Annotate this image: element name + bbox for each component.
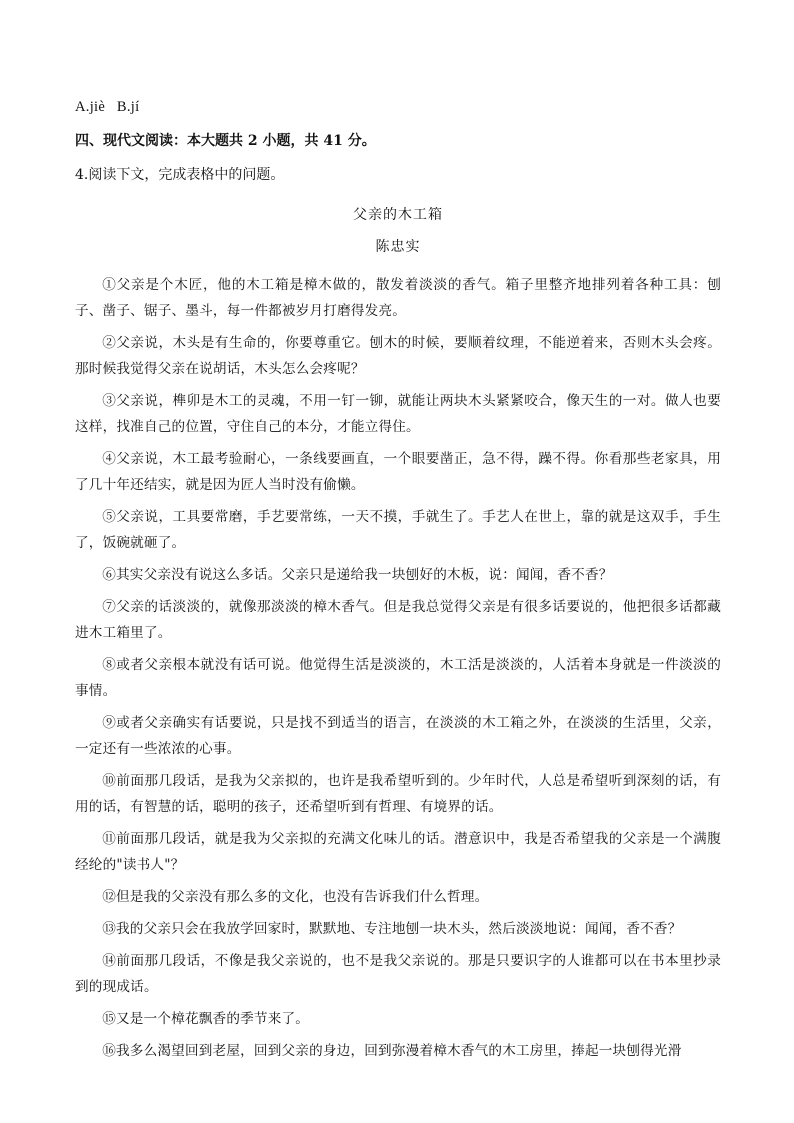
- paragraph-6: ⑥其实父亲没有说这么多话。父亲只是递给我一块刨好的木板，说：闻闻，香不香？: [102, 567, 613, 583]
- paragraph-10: ⑩前面那几段话，是我为父亲拟的，也许是我希望听到的。少年时代，人总是希望听到深刻的话，有用的话，有智慧的话，聪明的孩子，还希望听到有哲理、有境界的话。: [75, 773, 721, 815]
- exam-page: [75, 96, 721, 1070]
- paragraph-12: ⑫但是我的父亲没有那么多的文化，也没有告诉我们什么哲理。: [102, 889, 489, 905]
- paragraph-7: ⑦父亲的话淡淡的，就像那淡淡的樟木香气。但是我总觉得父亲是有很多话要说的，他把很多话都藏进木工箱里了。: [75, 599, 721, 641]
- paragraph-8: ⑧或者父亲根本就没有话可说。他觉得生活是淡淡的，木工活是淡淡的，人活着本身就是一件淡淡的事情。: [75, 657, 721, 699]
- paragraph-16: ⑯我多么渴望回到老屋，回到父亲的身边，回到弥漫着樟木香气的木工房里，捧起一块刨得光滑: [102, 1043, 682, 1059]
- paragraph-11: ⑪前面那几段话，就是我为父亲拟的充满文化味儿的话。潜意识中，我是否希望我的父亲是一个满腹经纶的"读书人"？: [75, 831, 721, 873]
- paragraph-4: ④父亲说，木工最考验耐心，一条线要画直，一个眼要凿正，急不得，躁不得。你看那些老家具，用了几十年还结实，就是因为匠人当时没有偷懒。: [75, 451, 721, 493]
- paragraph-1: ①父亲是个木匠，他的木工箱是樟木做的，散发着淡淡的香气。箱子里整齐地排列着各种工具：刨子、凿子、锯子、墨斗，每一件都被岁月打磨得发亮。: [75, 277, 721, 319]
- article-body: [75, 272, 721, 1064]
- paragraph-14: ⑭前面那几段话，不像是我父亲说的，也不是我父亲说的。那是只要识字的人谁都可以在书本里抄录到的现成话。: [75, 953, 721, 995]
- answer-choices: A.jiè B.jí: [75, 99, 140, 115]
- paragraph-15: ⑮又是一个樟花飘香的季节来了。: [102, 1011, 310, 1027]
- paragraph-3: ③父亲说，榫卯是木工的灵魂，不用一钉一铆，就能让两块木头紧紧咬合，像天生的一对。做人也要这样，找准自己的位置，守住自己的本分，才能立得住。: [75, 393, 721, 435]
- article-author: 陈忠实: [375, 239, 421, 255]
- article-title: 父亲的木工箱: [353, 207, 443, 223]
- paragraph-5: ⑤父亲说，工具要常磨，手艺要常练，一天不摸，手就生了。手艺人在世上，靠的就是这双手，手生了，饭碗就砸了。: [75, 509, 721, 551]
- paragraph-9: ⑨或者父亲确实有话要说，只是找不到适当的语言，在淡淡的木工箱之外，在淡淡的生活里，父亲，一定还有一些浓浓的心事。: [75, 715, 721, 757]
- section-heading: 四、现代文阅读：本大题共 2 小题，共 41 分。: [75, 133, 376, 149]
- question-prompt: 4.阅读下文，完成表格中的问题。: [75, 167, 285, 183]
- paragraph-2: ②父亲说，木头是有生命的，你要尊重它。刨木的时候，要顺着纹理，不能逆着来，否则木头会疼。那时候我觉得父亲在说胡话，木头怎么会疼呢？: [75, 335, 721, 377]
- paragraph-13: ⑬我的父亲只会在我放学回家时，默默地、专注地刨一块木头，然后淡淡地说：闻闻，香不香？: [102, 921, 682, 937]
